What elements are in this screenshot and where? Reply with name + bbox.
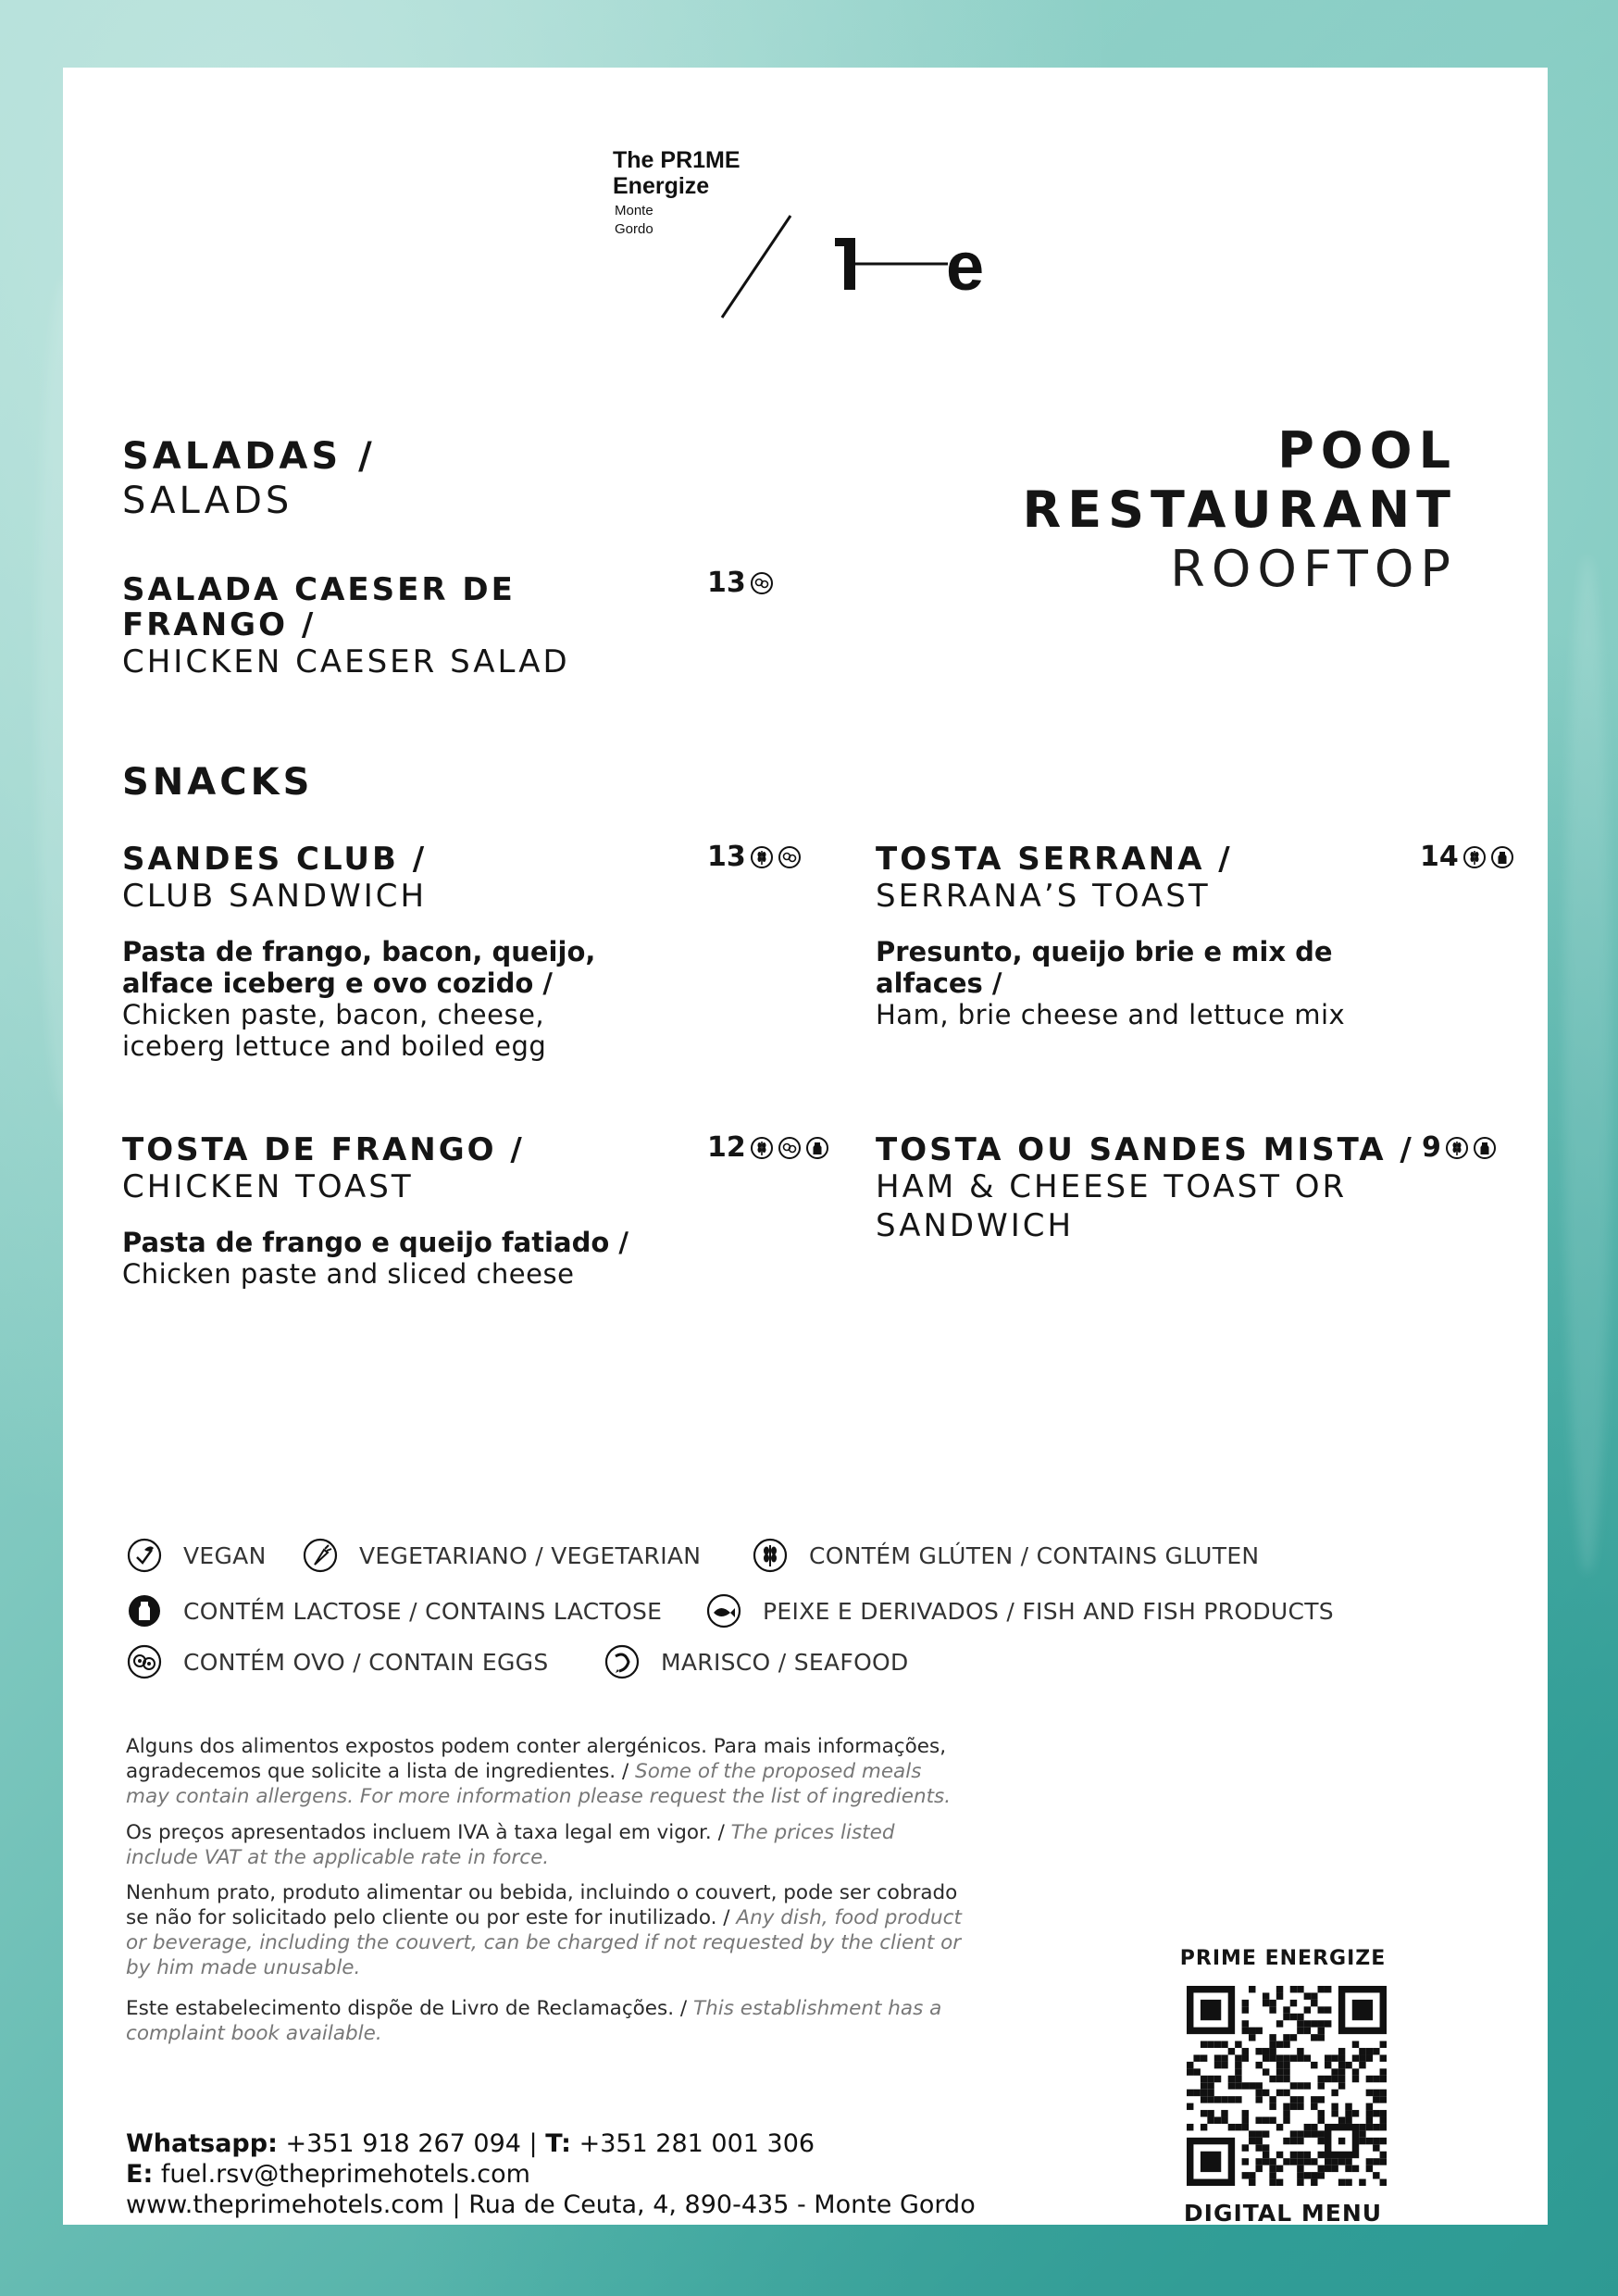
- item-name-pt: TOSTA DE FRANGO /: [122, 1131, 525, 1168]
- lactose-icon: [805, 1136, 829, 1160]
- logo-line2: Energize: [613, 173, 710, 199]
- lactose-icon: [126, 1592, 163, 1629]
- qr-code-icon[interactable]: [1187, 1986, 1387, 2186]
- legend-vegan: [126, 1537, 267, 1574]
- gluten-icon: [1445, 1136, 1469, 1160]
- note-line: [126, 1784, 1098, 1809]
- lactose-icon: [1473, 1136, 1497, 1160]
- item-desc-pt-2: alface iceberg e ovo cozido /: [122, 967, 553, 999]
- legend-seafood: [604, 1643, 909, 1680]
- lactose-icon: [1490, 845, 1514, 869]
- item-desc-pt-2: alfaces /: [876, 967, 1002, 999]
- salad-item: [122, 572, 570, 681]
- item-name-en: CHICKEN TOAST: [122, 1168, 414, 1205]
- snack-price-club: [707, 842, 802, 873]
- legend-gluten: [752, 1537, 1259, 1574]
- snack-price-chicken-toast: [707, 1132, 829, 1164]
- contact-address[interactable]: www.theprimehotels.com | Rua de Ceuta, 4, 890-435 - Monte Gordo: [126, 2190, 976, 2219]
- legend-label: CONTÉM GLÚTEN / CONTAINS GLUTEN: [809, 1541, 1260, 1569]
- snack-price-mista: [1422, 1132, 1497, 1164]
- contact-block: [126, 2128, 976, 2220]
- snack-item-serrana: [876, 842, 1345, 1030]
- note-line: Nenhum prato, produto alimentar ou bebida, incluindo o couvert, pode ser cobrado: [126, 1881, 958, 1904]
- item-name-en-1: HAM & CHEESE TOAST OR: [876, 1168, 1348, 1205]
- shrimp-icon: [604, 1643, 641, 1680]
- item-name-en: CLUB SANDWICH: [122, 878, 428, 915]
- allergen-note: [126, 1734, 1098, 1809]
- snack-item-mista: [876, 1132, 1414, 1245]
- item-desc-pt-1: Pasta de frango, bacon, queijo,: [122, 936, 596, 967]
- salads-heading-pt: SALADAS /: [122, 435, 376, 478]
- legend-label: CONTÉM OVO / CONTAIN EGGS: [183, 1648, 549, 1676]
- fish-icon: [705, 1592, 742, 1629]
- note-line: Este estabelecimento dispõe de Livro de Reclamações. / This establishment has a: [126, 1997, 942, 2020]
- note-en: The prices listed: [730, 1821, 895, 1844]
- logo-line3: Monte: [615, 203, 653, 218]
- egg-icon: [778, 845, 802, 869]
- price-value: 13: [707, 841, 746, 873]
- legend-label: VEGETARIANO / VEGETARIAN: [359, 1541, 702, 1569]
- title-line1: POOL: [1277, 421, 1457, 480]
- note-en: This establishment has a: [692, 1997, 942, 2020]
- gluten-icon: [1462, 845, 1487, 869]
- note-en: may contain allergens. For more information please request the list of ingredients.: [126, 1785, 952, 1808]
- item-name-en: SERRANA’S TOAST: [876, 878, 1211, 915]
- complaint-note: [126, 1996, 1098, 2046]
- qr-top-label: PRIME ENERGIZE: [1179, 1947, 1387, 1970]
- gluten-icon: [750, 1136, 774, 1160]
- legend-label: PEIXE E DERIVADOS / FISH AND FISH PRODUCTS: [763, 1597, 1334, 1625]
- logo-mark-icon: [715, 142, 1066, 327]
- item-desc-en-2: iceberg lettuce and boiled egg: [122, 1030, 547, 1062]
- price-value: 13: [707, 567, 746, 599]
- vat-note: [126, 1820, 1098, 1870]
- note-line: se não for solicitado pelo cliente ou por este for inutilizado. / Any dish, food product: [126, 1906, 962, 1929]
- legend-lactose: [126, 1592, 662, 1629]
- title-line2: RESTAURANT: [1022, 480, 1457, 539]
- egg-icon: [750, 571, 774, 595]
- egg-icon: [778, 1136, 802, 1160]
- gluten-icon: [750, 845, 774, 869]
- whatsapp-number[interactable]: +351 918 267 094 |: [277, 2129, 546, 2158]
- salads-section: [122, 434, 376, 523]
- item-desc-pt-1: Pasta de frango e queijo fatiado /: [122, 1227, 629, 1258]
- legend-vegetarian: [302, 1537, 701, 1574]
- note-line: [126, 1930, 1098, 1955]
- price-value: 12: [707, 1131, 746, 1164]
- contact-email-line: E: fuel.rsv@theprimehotels.com: [126, 2160, 530, 2189]
- menu-sheet: [63, 68, 1548, 2225]
- qr-bottom-label: DIGITAL MENU: [1183, 2200, 1383, 2227]
- note-line: [126, 1955, 1098, 1980]
- salads-heading-en: SALADS: [122, 480, 293, 522]
- legend-eggs: [126, 1643, 549, 1680]
- svg-text:e: e: [946, 228, 985, 305]
- item-desc-en-1: Chicken paste, bacon, cheese,: [122, 999, 545, 1030]
- gluten-icon: [752, 1537, 789, 1574]
- price-value: 14: [1420, 841, 1459, 873]
- title-line3: ROOFTOP: [1170, 540, 1457, 598]
- legend-label: VEGAN: [183, 1541, 267, 1569]
- note-line: Os preços apresentados incluem IVA à taxa legal em vigor. / The prices listed: [126, 1821, 895, 1844]
- logo-line4: Gordo: [615, 221, 653, 237]
- salad-name-en: CHICKEN CAESER SALAD: [122, 643, 570, 680]
- note-en: include VAT at the applicable rate in force.: [126, 1846, 550, 1869]
- egg-icon: [126, 1643, 163, 1680]
- note-line: Alguns dos alimentos expostos podem conter alergénicos. Para mais informações,: [126, 1735, 947, 1758]
- item-name-pt: TOSTA OU SANDES MISTA /: [876, 1131, 1414, 1168]
- item-desc-en-1: Ham, brie cheese and lettuce mix: [876, 999, 1346, 1030]
- legend-label: CONTÉM LACTOSE / CONTAINS LACTOSE: [183, 1597, 663, 1625]
- price-value: 9: [1422, 1131, 1441, 1164]
- note-en: complaint book available.: [126, 2022, 382, 2045]
- item-desc-pt-1: Presunto, queijo brie e mix de: [876, 936, 1333, 967]
- snack-item-club: [122, 842, 595, 1062]
- item-name-pt: SANDES CLUB /: [122, 841, 428, 878]
- phone-number[interactable]: +351 281 001 306: [570, 2129, 815, 2158]
- snack-item-chicken-toast: [122, 1132, 629, 1290]
- item-desc-en-1: Chicken paste and sliced cheese: [122, 1258, 575, 1290]
- email-link[interactable]: fuel.rsv@theprimehotels.com: [153, 2160, 530, 2189]
- note-en: or beverage, including the couvert, can be charged if not requested by the client or: [126, 1931, 962, 1954]
- legend-label: MARISCO / SEAFOOD: [661, 1648, 909, 1676]
- item-name-pt: TOSTA SERRANA /: [876, 841, 1233, 878]
- vegan-icon: [126, 1537, 163, 1574]
- salad-name-pt-2: FRANGO /: [122, 606, 317, 643]
- note-line: [126, 2021, 1098, 2046]
- menu-title: [896, 421, 1457, 599]
- contact-phone-line: Whatsapp: +351 918 267 094 | T: +351 281 001 306: [126, 2129, 815, 2158]
- note-en: Some of the proposed meals: [635, 1760, 922, 1783]
- note-en: Any dish, food product: [736, 1906, 962, 1929]
- note-line: agradecemos que solicite a lista de ingredientes. / Some of the proposed meals: [126, 1760, 922, 1783]
- snack-price-serrana: [1420, 842, 1514, 873]
- logo-line1: The PR1ME: [613, 147, 741, 173]
- salad-price: [707, 568, 774, 599]
- legend-fish: [705, 1592, 1334, 1629]
- salad-name-pt-1: SALADA CAESER DE: [122, 571, 516, 608]
- note-en: by him made unusable.: [126, 1956, 361, 1979]
- carrot-icon: [302, 1537, 339, 1574]
- note-line: [126, 1845, 1098, 1870]
- couvert-note: [126, 1880, 1098, 1980]
- snacks-heading: SNACKS: [122, 761, 314, 804]
- item-name-en-2: SANDWICH: [876, 1207, 1075, 1244]
